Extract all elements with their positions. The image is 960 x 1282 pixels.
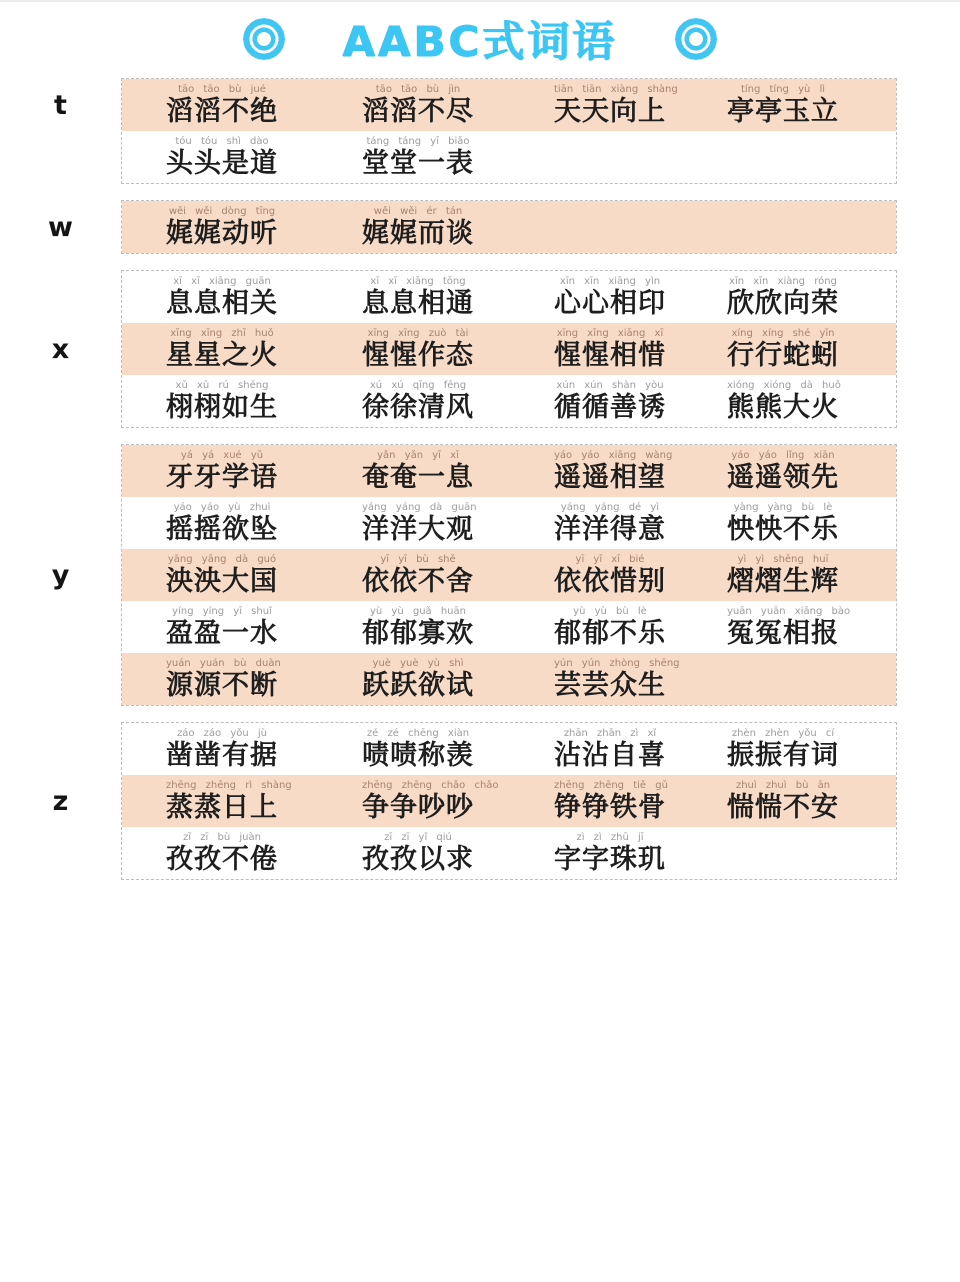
section-t — [0, 78, 960, 184]
word-cell — [554, 778, 668, 824]
word-pinyin: yī yī bù shě — [380, 554, 456, 565]
word-hanzi: 铮铮铁骨 — [554, 792, 666, 822]
word-pinyin: yáng yáng dà guān — [362, 502, 477, 513]
word-block — [121, 78, 897, 184]
word-cell — [166, 82, 278, 128]
word-cell — [362, 134, 474, 180]
word-hanzi: 芸芸众生 — [554, 670, 666, 700]
word-hanzi: 奄奄一息 — [362, 462, 474, 492]
word-hanzi: 惴惴不安 — [727, 792, 839, 822]
word-cell — [362, 778, 499, 824]
word-pinyin: záo záo yǒu jù — [176, 728, 268, 739]
word-pinyin: xī xī xiāng guān — [173, 276, 271, 287]
word-cell — [362, 204, 474, 250]
word-hanzi: 洋洋得意 — [554, 514, 666, 544]
word-row — [122, 827, 896, 879]
word-hanzi: 泱泱大国 — [166, 566, 278, 596]
word-pinyin: wěi wěi dòng tīng — [168, 206, 276, 217]
word-cell — [166, 726, 278, 772]
word-cell — [362, 82, 474, 128]
word-row — [122, 131, 896, 183]
section-letter: w — [48, 211, 73, 243]
word-pinyin: yáng yáng dé yì — [560, 502, 660, 513]
word-hanzi: 字字珠玑 — [554, 844, 666, 874]
word-pinyin: tiān tiān xiàng shàng — [554, 84, 678, 95]
word-hanzi: 遥遥相望 — [554, 462, 666, 492]
word-hanzi: 循循善诱 — [554, 392, 666, 422]
word-cell — [362, 552, 474, 598]
word-hanzi: 息息相关 — [166, 288, 278, 318]
word-cell — [166, 778, 292, 824]
word-cell — [727, 82, 839, 128]
word-cell — [166, 604, 278, 650]
word-hanzi: 星星之火 — [166, 340, 278, 370]
section-letter: y — [51, 559, 70, 591]
word-pinyin: xīng xīng xiāng xī — [556, 328, 664, 339]
word-pinyin: yáo yáo xiāng wàng — [554, 450, 673, 461]
word-pinyin: yuān yuān xiāng bào — [727, 606, 851, 617]
word-hanzi: 息息相通 — [362, 288, 474, 318]
word-pinyin: xú xú qīng fēng — [369, 380, 467, 391]
word-cell — [554, 378, 666, 424]
word-cell — [362, 656, 474, 702]
word-cell — [727, 604, 850, 650]
word-row — [122, 723, 896, 775]
word-pinyin: tóu tóu shì dào — [175, 136, 269, 147]
word-cell — [554, 500, 666, 546]
word-row — [122, 201, 896, 253]
word-cell — [362, 326, 474, 372]
word-pinyin: tāo tāo bù jìn — [375, 84, 461, 95]
word-pinyin: xǔ xǔ rú shēng — [175, 380, 269, 391]
word-pinyin: yù yù bù lè — [573, 606, 647, 617]
word-pinyin: yáo yáo lǐng xiān — [731, 450, 835, 461]
word-cell — [166, 656, 281, 702]
word-block — [121, 722, 897, 880]
word-pinyin: zhān zhān zì xǐ — [563, 728, 657, 739]
word-hanzi: 遥遥领先 — [727, 462, 839, 492]
word-row — [122, 775, 896, 827]
word-cell — [727, 378, 841, 424]
word-cell — [362, 726, 474, 772]
word-cell — [727, 326, 839, 372]
word-cell — [362, 830, 474, 876]
word-hanzi: 孜孜不倦 — [166, 844, 278, 874]
word-cell — [727, 500, 839, 546]
word-hanzi: 依依惜别 — [554, 566, 666, 596]
word-pinyin: xún xún shàn yòu — [556, 380, 664, 391]
word-pinyin: tāo tāo bù jué — [178, 84, 266, 95]
word-row — [122, 549, 896, 601]
word-cell — [362, 274, 474, 320]
word-hanzi: 洋洋大观 — [362, 514, 474, 544]
word-hanzi: 争争吵吵 — [362, 792, 474, 822]
word-cell — [554, 82, 678, 128]
word-hanzi: 沾沾自喜 — [554, 740, 666, 770]
word-pinyin: xīn xīn xiāng yìn — [559, 276, 661, 287]
word-hanzi: 头头是道 — [166, 148, 278, 178]
word-block — [121, 270, 897, 428]
word-pinyin: yáo yáo yù zhuì — [173, 502, 271, 513]
word-cell — [554, 552, 666, 598]
word-hanzi: 怏怏不乐 — [727, 514, 839, 544]
word-hanzi: 牙牙学语 — [166, 462, 278, 492]
word-cell — [554, 830, 666, 876]
word-hanzi: 蒸蒸日上 — [166, 792, 278, 822]
word-cell — [727, 448, 839, 494]
word-cell — [554, 448, 672, 494]
word-hanzi: 盈盈一水 — [166, 618, 278, 648]
word-hanzi: 跃跃欲试 — [362, 670, 474, 700]
word-pinyin: xīng xīng zuò tài — [367, 328, 469, 339]
word-hanzi: 滔滔不绝 — [166, 96, 278, 126]
word-pinyin: yíng yíng yī shuǐ — [172, 606, 272, 617]
word-pinyin: yàng yàng bù lè — [733, 502, 833, 513]
word-hanzi: 惺惺作态 — [362, 340, 474, 370]
title-bar — [0, 2, 960, 76]
word-cell — [166, 326, 278, 372]
double-ring-circle-icon — [243, 18, 285, 60]
word-block — [121, 444, 897, 706]
word-hanzi: 熊熊大火 — [727, 392, 839, 422]
word-pinyin: yù yù guǎ huān — [369, 606, 466, 617]
word-pinyin: xī xī xiāng tōng — [370, 276, 466, 287]
word-cell — [554, 326, 666, 372]
word-cell — [727, 552, 839, 598]
word-cell — [554, 274, 666, 320]
word-hanzi: 振振有词 — [727, 740, 839, 770]
word-pinyin: zhēng zhēng tiě gǔ — [554, 780, 668, 791]
word-cell — [166, 830, 278, 876]
word-row — [122, 375, 896, 427]
word-cell — [166, 274, 278, 320]
word-row — [122, 497, 896, 549]
word-hanzi: 摇摇欲坠 — [166, 514, 278, 544]
word-row — [122, 445, 896, 497]
word-hanzi: 娓娓而谈 — [362, 218, 474, 248]
word-cell — [727, 778, 839, 824]
word-pinyin: zhēng zhēng rì shàng — [166, 780, 292, 791]
word-pinyin: xīng xīng zhī huǒ — [170, 328, 274, 339]
word-pinyin: yá yá xué yǔ — [180, 450, 264, 461]
word-cell — [362, 448, 474, 494]
word-pinyin: táng táng yī biǎo — [366, 136, 470, 147]
section-letter: z — [52, 785, 69, 817]
word-hanzi: 心心相印 — [554, 288, 666, 318]
word-pinyin: wěi wěi ér tán — [373, 206, 463, 217]
word-pinyin: zì zì zhū jī — [576, 832, 644, 843]
word-hanzi: 亭亭玉立 — [727, 96, 839, 126]
word-hanzi: 天天向上 — [554, 96, 666, 126]
word-cell — [166, 552, 278, 598]
word-pinyin: yuán yuán bù duàn — [166, 658, 281, 669]
word-pinyin: yún yún zhòng shēng — [554, 658, 680, 669]
page-title: AABC式词语 — [342, 17, 618, 66]
word-cell — [727, 274, 839, 320]
word-pinyin: tíng tíng yù lì — [740, 84, 826, 95]
word-hanzi: 郁郁不乐 — [554, 618, 666, 648]
section-z — [0, 722, 960, 880]
word-pinyin: zhēng zhēng chǎo chǎo — [362, 780, 499, 791]
word-row — [122, 323, 896, 375]
word-cell — [166, 204, 278, 250]
word-hanzi: 依依不舍 — [362, 566, 474, 596]
word-pinyin: zī zī bù juàn — [183, 832, 261, 843]
word-cell — [727, 726, 839, 772]
word-hanzi: 惺惺相惜 — [554, 340, 666, 370]
word-hanzi: 徐徐清风 — [362, 392, 474, 422]
word-pinyin: zhèn zhèn yǒu cí — [731, 728, 835, 739]
word-row — [122, 601, 896, 653]
word-hanzi: 孜孜以求 — [362, 844, 474, 874]
word-row — [122, 271, 896, 323]
word-hanzi: 行行蛇蚓 — [727, 340, 839, 370]
word-pinyin: zé zé chēng xiàn — [366, 728, 470, 739]
word-row — [122, 79, 896, 131]
word-pinyin: xīn xīn xiàng róng — [729, 276, 837, 287]
word-block — [121, 200, 897, 254]
word-hanzi: 冤冤相报 — [727, 618, 839, 648]
word-hanzi: 凿凿有据 — [166, 740, 278, 770]
word-hanzi: 滔滔不尽 — [362, 96, 474, 126]
word-pinyin: yī yī xī bié — [575, 554, 645, 565]
word-hanzi: 郁郁寡欢 — [362, 618, 474, 648]
word-hanzi: 源源不断 — [166, 670, 278, 700]
word-pinyin: xíng xíng shé yǐn — [731, 328, 835, 339]
word-pinyin: yì yì shēng huī — [737, 554, 829, 565]
word-hanzi: 啧啧称羡 — [362, 740, 474, 770]
word-cell — [166, 134, 278, 180]
word-cell — [362, 378, 474, 424]
section-letter: t — [54, 90, 67, 121]
double-ring-circle-icon — [675, 18, 717, 60]
word-cell — [166, 378, 278, 424]
section-y — [0, 444, 960, 706]
section-x — [0, 270, 960, 428]
word-pinyin: zī zī yǐ qiú — [384, 832, 452, 843]
section-w — [0, 200, 960, 254]
word-pinyin: yuè yuè yù shì — [372, 658, 464, 669]
word-sections — [0, 78, 960, 880]
word-hanzi: 欣欣向荣 — [727, 288, 839, 318]
word-hanzi: 栩栩如生 — [166, 392, 278, 422]
word-pinyin: xióng xióng dà huǒ — [727, 380, 841, 391]
word-hanzi: 娓娓动听 — [166, 218, 278, 248]
word-pinyin: yǎn yǎn yī xī — [377, 450, 459, 461]
word-cell — [166, 448, 278, 494]
word-pinyin: yāng yāng dà guó — [167, 554, 277, 565]
word-cell — [362, 604, 474, 650]
word-row — [122, 653, 896, 705]
word-hanzi: 熠熠生辉 — [727, 566, 839, 596]
section-letter: x — [51, 333, 70, 365]
word-cell — [166, 500, 278, 546]
word-cell — [554, 604, 666, 650]
word-cell — [554, 726, 666, 772]
word-hanzi: 堂堂一表 — [362, 148, 474, 178]
word-pinyin: zhuì zhuì bù ān — [735, 780, 831, 791]
word-cell — [362, 500, 477, 546]
word-cell — [554, 656, 680, 702]
